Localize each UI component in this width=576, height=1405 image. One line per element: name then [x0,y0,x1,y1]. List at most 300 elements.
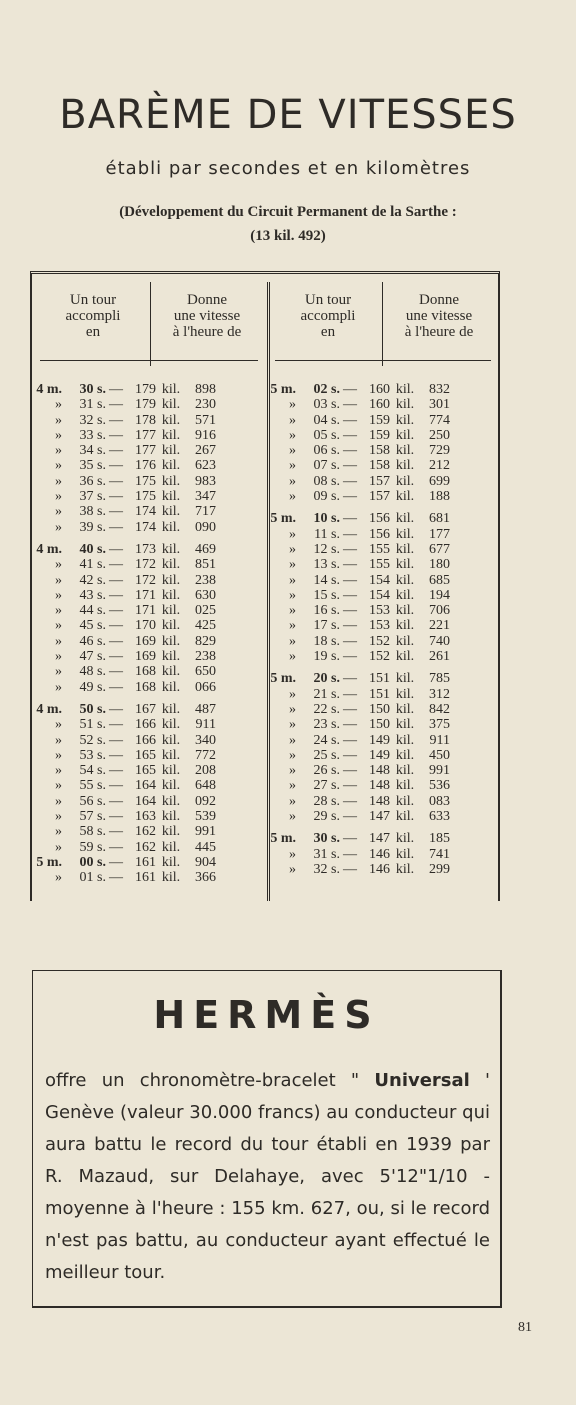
metres-cell: 677 [429,541,450,557]
kilometres-cell: 154 [369,587,390,603]
metres-cell: 194 [429,587,450,603]
metres-cell: 445 [195,839,216,855]
minutes-cell: » [289,747,296,763]
minutes-cell: » [55,679,62,695]
unit-cell: kil. [161,427,181,443]
table-row [18,489,216,504]
dash-cell: — [109,763,123,779]
minutes-cell: » [55,587,62,603]
dash-cell: — [109,793,123,809]
unit-cell: kil. [161,747,181,763]
metres-cell: 650 [195,664,216,680]
kilometres-cell: 156 [369,511,390,527]
table-row [18,618,216,633]
metres-cell: 991 [195,824,216,840]
unit-cell: kil. [161,572,181,588]
dash-cell: — [343,473,357,489]
dash-cell: — [109,649,123,665]
unit-cell: kil. [161,717,181,733]
table-row [18,504,216,519]
kilometres-cell: 177 [135,443,156,459]
unit-cell: kil. [161,489,181,505]
table-row [252,443,450,458]
table-row [18,763,216,778]
minutes-cell: » [289,686,296,702]
metres-cell: 911 [195,717,216,733]
minutes-cell: 4 m. [36,382,62,397]
metres-cell: 633 [429,809,450,825]
seconds-cell: 55 s. [79,778,106,794]
seconds-cell: 58 s. [79,824,106,840]
dash-cell: — [109,809,123,825]
dash-cell: — [109,473,123,489]
kilometres-cell: 175 [135,489,156,505]
dash-cell: — [343,701,357,717]
unit-cell: kil. [395,458,415,474]
minutes-cell: » [55,458,62,474]
minutes-cell: » [55,778,62,794]
unit-cell: kil. [395,412,415,428]
kilometres-cell: 155 [369,557,390,573]
dash-cell: — [109,747,123,763]
kilometres-cell: 161 [135,870,156,886]
page-number: 81 [518,1320,532,1335]
dash-cell: — [343,427,357,443]
table-row [252,794,450,809]
dash-cell: — [109,489,123,505]
minutes-cell: » [289,489,296,505]
metres-cell: 230 [195,397,216,413]
table-row [252,778,450,793]
seconds-cell: 15 s. [313,587,340,603]
table-row [252,511,450,526]
unit-cell: kil. [395,778,415,794]
kilometres-cell: 152 [369,633,390,649]
metres-cell: 740 [429,633,450,649]
seconds-cell: 23 s. [313,717,340,733]
unit-cell: kil. [395,701,415,717]
dash-cell: — [343,603,357,619]
metres-cell: 729 [429,443,450,459]
kilometres-cell: 164 [135,793,156,809]
seconds-cell: 42 s. [79,572,106,588]
kilometres-cell: 158 [369,443,390,459]
minutes-cell: » [55,732,62,748]
metres-cell: 366 [195,870,216,886]
minutes-cell: » [289,763,296,779]
dash-cell: — [343,526,357,542]
unit-cell: kil. [161,824,181,840]
dash-cell: — [343,618,357,634]
seconds-cell: 54 s. [79,763,106,779]
unit-cell: kil. [395,686,415,702]
table-row [18,809,216,824]
minutes-cell: » [289,618,296,634]
table-row [18,603,216,618]
kilometres-cell: 146 [369,861,390,877]
seconds-cell: 24 s. [313,732,340,748]
dash-cell: — [109,587,123,603]
minutes-cell: 5 m. [36,854,62,870]
table-row [252,397,450,412]
kilometres-cell: 156 [369,526,390,542]
kilometres-cell: 148 [369,793,390,809]
dash-cell: — [343,572,357,588]
minutes-cell: » [55,809,62,825]
unit-cell: kil. [395,572,415,588]
kilometres-cell: 159 [369,412,390,428]
dash-cell: — [109,732,123,748]
minutes-cell: » [55,412,62,428]
kilometres-cell: 179 [135,397,156,413]
table-row [18,520,216,535]
unit-cell: kil. [161,382,181,397]
table-row [18,397,216,412]
table-row [18,634,216,649]
minutes-cell: 4 m. [36,541,62,557]
minutes-cell: 4 m. [36,701,62,717]
minutes-cell: » [55,427,62,443]
seconds-cell: 30 s. [79,382,106,397]
kilometres-cell: 150 [369,717,390,733]
minutes-cell: » [55,489,62,505]
table-row [252,573,450,588]
dash-cell: — [109,382,123,397]
minutes-cell: » [289,793,296,809]
seconds-cell: 08 s. [313,473,340,489]
table-row [252,474,450,489]
metres-cell: 717 [195,504,216,520]
seconds-cell: 17 s. [313,618,340,634]
metres-cell: 267 [195,443,216,459]
table-row [18,748,216,763]
unit-cell: kil. [161,443,181,459]
dash-cell: — [109,443,123,459]
kilometres-cell: 159 [369,427,390,443]
dash-cell: — [343,717,357,733]
unit-cell: kil. [161,763,181,779]
unit-cell: kil. [395,671,415,687]
kilometres-cell: 171 [135,587,156,603]
unit-cell: kil. [395,732,415,748]
seconds-cell: 46 s. [79,633,106,649]
kilometres-cell: 161 [135,854,156,870]
seconds-cell: 22 s. [313,701,340,717]
dash-cell: — [109,458,123,474]
dash-cell: — [343,809,357,825]
unit-cell: kil. [161,870,181,886]
metres-cell: 375 [429,717,450,733]
metres-cell: 238 [195,649,216,665]
unit-cell: kil. [395,831,415,847]
table-row [18,382,216,397]
seconds-cell: 33 s. [79,427,106,443]
kilometres-cell: 160 [369,382,390,397]
seconds-cell: 31 s. [313,846,340,862]
dash-cell: — [109,572,123,588]
seconds-cell: 25 s. [313,747,340,763]
watch-brand: Universal [374,1070,470,1091]
minutes-cell: » [289,443,296,459]
metres-cell: 340 [195,732,216,748]
minutes-cell: » [55,839,62,855]
seconds-cell: 09 s. [313,489,340,505]
seconds-cell: 04 s. [313,412,340,428]
metres-cell: 312 [429,686,450,702]
dash-cell: — [109,839,123,855]
seconds-cell: 38 s. [79,504,106,520]
kilometres-cell: 165 [135,763,156,779]
seconds-cell: 53 s. [79,747,106,763]
seconds-cell: 12 s. [313,541,340,557]
metres-cell: 261 [429,649,450,665]
seconds-cell: 49 s. [79,679,106,695]
table-row [18,733,216,748]
minutes-cell: » [55,793,62,809]
kilometres-cell: 151 [369,686,390,702]
kilometres-cell: 151 [369,671,390,687]
metres-cell: 188 [429,489,450,505]
kilometres-cell: 171 [135,603,156,619]
kilometres-cell: 154 [369,572,390,588]
unit-cell: kil. [161,679,181,695]
table-row [18,428,216,443]
minutes-cell: 5 m. [270,671,296,687]
dash-cell: — [109,664,123,680]
unit-cell: kil. [161,701,181,717]
table-row [252,603,450,618]
metres-cell: 177 [429,526,450,542]
seconds-cell: 36 s. [79,473,106,489]
metres-cell: 829 [195,633,216,649]
table-row [18,778,216,793]
minutes-cell: » [289,458,296,474]
metres-cell: 425 [195,618,216,634]
kilometres-cell: 155 [369,541,390,557]
metres-cell: 851 [195,557,216,573]
minutes-cell: » [55,504,62,520]
seconds-cell: 01 s. [79,870,106,886]
minutes-cell: » [289,397,296,413]
minutes-cell: » [289,526,296,542]
seconds-cell: 57 s. [79,809,106,825]
seconds-cell: 44 s. [79,603,106,619]
minutes-cell: » [289,557,296,573]
minutes-cell: » [289,633,296,649]
kilometres-cell: 166 [135,732,156,748]
table-row [252,671,450,686]
metres-cell: 083 [429,793,450,809]
minutes-cell: » [55,649,62,665]
seconds-cell: 07 s. [313,458,340,474]
dash-cell: — [109,701,123,717]
minutes-cell: » [289,732,296,748]
metres-cell: 090 [195,519,216,535]
dash-cell: — [343,763,357,779]
header-rule [275,360,491,361]
kilometres-cell: 149 [369,732,390,748]
kilometres-cell: 174 [135,519,156,535]
table-row [252,428,450,443]
metres-cell: 347 [195,489,216,505]
table-row [18,458,216,473]
table-row [252,763,450,778]
header-separator [150,282,151,366]
minutes-cell: » [55,633,62,649]
metres-cell: 180 [429,557,450,573]
unit-cell: kil. [395,473,415,489]
unit-cell: kil. [395,382,415,397]
table-row [252,862,450,877]
unit-cell: kil. [161,809,181,825]
development-line: (Développement du Circuit Permanent de la Sarthe : [119,204,457,220]
seconds-cell: 27 s. [313,778,340,794]
table-row [18,413,216,428]
unit-cell: kil. [161,541,181,557]
metres-cell: 911 [429,732,450,748]
kilometres-cell: 169 [135,633,156,649]
seconds-cell: 41 s. [79,557,106,573]
minutes-cell: » [55,824,62,840]
seconds-cell: 37 s. [79,489,106,505]
metres-cell: 066 [195,679,216,695]
dash-cell: — [109,633,123,649]
dash-cell: — [343,846,357,862]
table-row [252,413,450,428]
minutes-cell: » [55,603,62,619]
table-row [18,794,216,809]
metres-cell: 301 [429,397,450,413]
dash-cell: — [109,870,123,886]
unit-cell: kil. [395,717,415,733]
unit-cell: kil. [395,649,415,665]
kilometres-cell: 147 [369,809,390,825]
unit-cell: kil. [161,603,181,619]
unit-cell: kil. [161,778,181,794]
dash-cell: — [343,649,357,665]
minutes-cell: » [55,763,62,779]
metres-cell: 238 [195,572,216,588]
dash-cell: — [109,412,123,428]
seconds-cell: 34 s. [79,443,106,459]
metres-cell: 991 [429,763,450,779]
minutes-cell: » [55,473,62,489]
minutes-cell: » [55,618,62,634]
minutes-cell: » [289,809,296,825]
seconds-cell: 31 s. [79,397,106,413]
kilometres-cell: 150 [369,701,390,717]
seconds-cell: 20 s. [313,671,340,687]
metres-cell: 832 [429,382,450,397]
seconds-cell: 21 s. [313,686,340,702]
dash-cell: — [343,732,357,748]
table-row [252,702,450,717]
seconds-cell: 28 s. [313,793,340,809]
table-row [18,840,216,855]
unit-cell: kil. [161,519,181,535]
metres-cell: 904 [195,854,216,870]
seconds-cell: 14 s. [313,572,340,588]
dash-cell: — [109,854,123,870]
seconds-cell: 03 s. [313,397,340,413]
seconds-cell: 02 s. [313,382,340,397]
unit-cell: kil. [395,397,415,413]
dash-cell: — [343,686,357,702]
kilometres-cell: 175 [135,473,156,489]
metres-cell: 208 [195,763,216,779]
metres-cell: 469 [195,541,216,557]
table-row [18,680,216,695]
kilometres-cell: 174 [135,504,156,520]
kilometres-cell: 157 [369,489,390,505]
unit-cell: kil. [161,649,181,665]
unit-cell: kil. [395,603,415,619]
dash-cell: — [109,504,123,520]
unit-cell: kil. [161,793,181,809]
metres-cell: 536 [429,778,450,794]
unit-cell: kil. [395,541,415,557]
table-row [18,855,216,870]
unit-cell: kil. [161,854,181,870]
dash-cell: — [343,443,357,459]
table-row [18,870,216,885]
minutes-cell: » [289,701,296,717]
dash-cell: — [343,831,357,847]
unit-cell: kil. [395,511,415,527]
metres-cell: 648 [195,778,216,794]
kilometres-cell: 158 [369,458,390,474]
unit-cell: kil. [395,861,415,877]
seconds-cell: 39 s. [79,519,106,535]
minutes-cell: » [289,603,296,619]
table-row [18,573,216,588]
table-row [252,557,450,572]
metres-cell: 685 [429,572,450,588]
table-row [252,458,450,473]
table-row [18,702,216,717]
metres-cell: 706 [429,603,450,619]
metres-cell: 623 [195,458,216,474]
unit-cell: kil. [161,732,181,748]
dash-cell: — [343,412,357,428]
kilometres-cell: 179 [135,382,156,397]
table-row [252,831,450,846]
metres-cell: 898 [195,382,216,397]
table-row [18,664,216,679]
metres-cell: 681 [429,511,450,527]
hermes-advert [32,970,502,1308]
seconds-cell: 59 s. [79,839,106,855]
seconds-cell: 06 s. [313,443,340,459]
kilometres-cell: 153 [369,603,390,619]
minutes-cell: » [55,557,62,573]
seconds-cell: 40 s. [79,541,106,557]
seconds-cell: 50 s. [79,701,106,717]
seconds-cell: 32 s. [313,861,340,877]
minutes-cell: » [55,519,62,535]
unit-cell: kil. [395,633,415,649]
metres-cell: 221 [429,618,450,634]
minutes-cell: » [55,664,62,680]
kilometres-cell: 168 [135,679,156,695]
kilometres-cell: 169 [135,649,156,665]
unit-cell: kil. [161,412,181,428]
minutes-cell: » [55,443,62,459]
minutes-cell: » [55,572,62,588]
table-row [252,618,450,633]
brand-name: HERMÈS [153,993,380,1037]
seconds-cell: 47 s. [79,649,106,665]
